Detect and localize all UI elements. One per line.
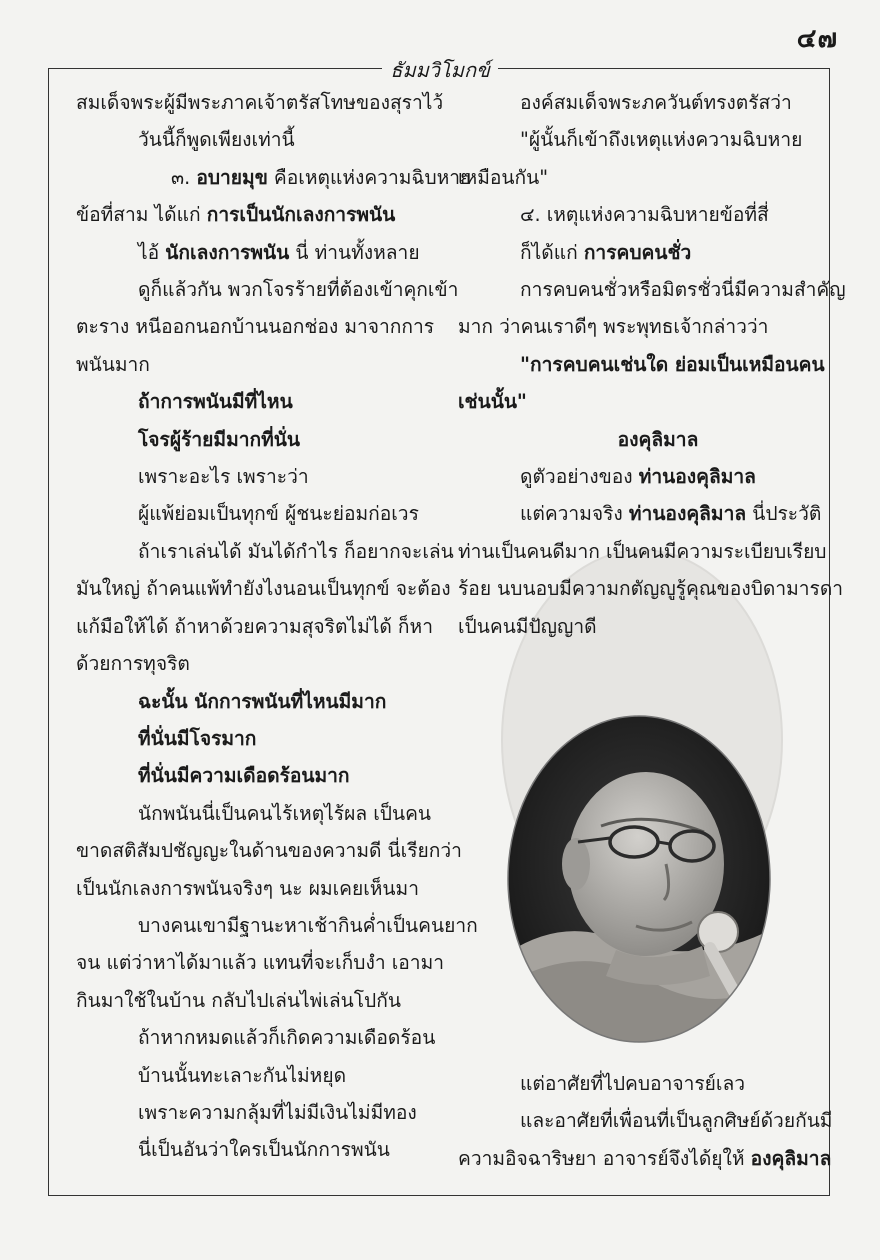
text-line (458, 234, 818, 271)
text-segment: ไอ้ (138, 240, 166, 264)
text-line (76, 645, 436, 682)
text-line (76, 271, 459, 308)
text-line (76, 944, 444, 981)
bold-text: ถ้าการพนันมีที่ไหน (138, 390, 293, 414)
text-line (458, 159, 818, 196)
text-segment: ท่านเป็นคนดีมาก เป็นคนมีความระเบียบเรียบ (458, 539, 827, 563)
text-line (76, 458, 436, 495)
text-segment: ร้อย นบนอบมีความกตัญญูรู้คุณของบิดามารดา (458, 577, 844, 601)
text-line (76, 832, 462, 869)
text-segment: คือเหตุแห่งความฉิบหาย (267, 165, 472, 189)
text-segment: เป็นนักเลงการพนันจริงๆ นะ ผมเคยเห็นมา (76, 876, 419, 900)
text-line (76, 121, 436, 158)
text-segment: นี่ ท่านทั้งหลาย (289, 240, 420, 264)
text-segment: แต่อาศัยที่ไปคบอาจารย์เลว (520, 1072, 745, 1095)
text-line (76, 608, 436, 645)
text-segment: ถ้าหากหมดแล้วก็เกิดความเดือดร้อน (138, 1026, 436, 1050)
text-segment: จน แต่ว่าหาได้มาแล้ว แทนที่จะเก็บงำ เอามา (76, 951, 444, 975)
bold-text: "การคบคนเช่นใด ย่อมเป็นเหมือนคน (520, 352, 825, 376)
right-text-column (458, 84, 846, 645)
bold-text: ที่นั่นมีความเดือดร้อนมาก (138, 764, 350, 788)
text-line (76, 421, 436, 458)
text-segment: วันนี้ก็พูดเพียงเท่านี้ (138, 128, 295, 152)
text-line (76, 234, 436, 271)
text-segment: ๔. เหตุแห่งความฉิบหายข้อที่สี่ (520, 203, 769, 227)
text-line (76, 982, 436, 1019)
text-line (458, 346, 825, 383)
text-line (76, 1131, 436, 1168)
text-segment: นี่เป็นอันว่าใครเป็นนักการพนัน (138, 1138, 390, 1162)
text-line (458, 84, 818, 121)
text-segment: และอาศัยที่เพื่อนที่เป็นลูกศิษย์ด้วยกันมี (520, 1109, 833, 1133)
bold-text: เช่นนั้น" (458, 390, 527, 414)
bold-text: ที่นั่นมีโจรมาก (138, 726, 257, 750)
text-segment: ก็ได้แก่ (520, 240, 584, 264)
text-line (76, 196, 436, 233)
running-head (0, 54, 880, 86)
right-text-column-bottom (458, 1065, 833, 1177)
text-segment: ๓. (171, 165, 197, 189)
text-line (76, 1057, 436, 1094)
text-segment: ข้อที่สาม ได้แก่ (76, 203, 207, 227)
bold-text: โจรผู้ร้ายมีมากที่นั่น (138, 427, 300, 451)
text-line (458, 570, 844, 607)
text-line (76, 346, 436, 383)
text-line (76, 1094, 436, 1131)
text-segment: สมเด็จพระผู้มีพระภาคเจ้าตรัสโทษของสุราไว้ (76, 91, 444, 114)
text-line (76, 683, 436, 720)
text-line (76, 907, 478, 944)
text-segment: นี่ประวัติ (746, 502, 822, 526)
text-line (76, 720, 436, 757)
text-segment: นักพนันนี่เป็นคนไร้เหตุไร้ผล เป็นคน (138, 801, 432, 825)
text-line (76, 533, 454, 570)
text-line (458, 495, 822, 532)
page-number: ๔๗ (796, 24, 838, 54)
running-head-text: ธัมมวิโมกข์ (382, 58, 498, 82)
text-line (458, 271, 846, 308)
bold-text: องคุลิมาล (617, 427, 699, 451)
text-line (458, 383, 818, 420)
text-segment: มาก ว่าคนเราดีๆ พระพุทธเจ้ากล่าวว่า (458, 315, 769, 339)
text-line (76, 383, 436, 420)
text-line (76, 1019, 436, 1056)
text-line (458, 608, 818, 645)
text-segment: เพราะอะไร เพราะว่า (138, 465, 309, 489)
bold-text: ท่านองคุลิมาล (638, 465, 756, 489)
text-line (458, 1140, 832, 1177)
text-segment: มันใหญ่ ถ้าคนแพ้ทำยังไงนอนเป็นทุกข์ จะต้อง (76, 577, 451, 601)
text-line (458, 421, 818, 458)
bold-text: ท่านองคุลิมาล (628, 502, 747, 526)
text-segment: บางคนเขามีฐานะหาเช้ากินค่ำเป็นคนยาก (138, 913, 478, 937)
text-line (458, 1065, 818, 1102)
text-segment: องค์สมเด็จพระภควันต์ทรงตรัสว่า (520, 91, 792, 114)
text-segment: "ผู้นั้นก็เข้าถึงเหตุแห่งความฉิบหาย (520, 128, 803, 152)
text-segment: เพราะความกลุ้มที่ไม่มีเงินไม่มีทอง (138, 1100, 417, 1124)
bold-text: นักเลงการพนัน (165, 240, 290, 264)
bold-text: อบายมุข (196, 165, 268, 189)
text-line (76, 870, 436, 907)
text-segment: การคบคนชั่วหรือมิตรชั่วนี่มีความสำคัญ (520, 278, 846, 302)
text-segment: เป็นคนมีปัญญาดี (458, 614, 597, 638)
text-segment: แก้มือให้ได้ ถ้าหาด้วยความสุจริตไม่ได้ ก็หา (76, 614, 433, 638)
text-segment: เหมือนกัน" (458, 165, 549, 189)
text-line (458, 308, 818, 345)
text-segment: ตะราง หนีออกนอกบ้านนอกช่อง มาจากการ (76, 315, 435, 339)
text-line (76, 795, 436, 832)
text-segment: แต่ความจริง (520, 502, 629, 526)
text-segment: ผู้แพ้ย่อมเป็นทุกข์ ผู้ชนะย่อมก่อเวร (138, 502, 419, 526)
text-line (76, 495, 436, 532)
text-segment: ด้วยการทุจริต (76, 652, 190, 676)
text-line (76, 570, 451, 607)
text-line (76, 308, 436, 345)
text-line (458, 196, 818, 233)
text-segment: บ้านนั้นทะเลาะกันไม่หยุด (138, 1063, 347, 1087)
bold-text: การเป็นนักเลงการพนัน (206, 203, 396, 227)
left-text-column (76, 84, 478, 1169)
text-line (458, 533, 827, 570)
text-line (76, 757, 436, 794)
text-segment: ดูก็แล้วกัน พวกโจรร้ายที่ต้องเข้าคุกเข้า (138, 278, 459, 302)
monk-portrait-photo (506, 714, 772, 1044)
text-segment: ถ้าเราเล่นได้ มันได้กำไร ก็อยากจะเล่น (138, 539, 454, 563)
text-segment: กินมาใช้ในบ้าน กลับไปเล่นไพ่เล่นโปกัน (76, 988, 401, 1012)
text-line (458, 121, 818, 158)
bold-text: องคุลิมาล (750, 1146, 832, 1170)
bold-text: การคบคนชั่ว (583, 240, 692, 264)
text-line (458, 458, 818, 495)
bold-text: ฉะนั้น นักการพนันที่ไหนมีมาก (138, 689, 387, 713)
text-line (76, 159, 472, 196)
text-line (76, 84, 444, 121)
text-line (458, 1102, 833, 1139)
text-segment: ความอิจฉาริษยา อาจารย์จึงได้ยุให้ (458, 1146, 751, 1170)
text-segment: ขาดสติสัมปชัญญะในด้านของความดี นี่เรียกว่า (76, 839, 462, 863)
text-segment: ดูตัวอย่างของ (520, 465, 639, 489)
text-segment: พนันมาก (76, 352, 150, 376)
